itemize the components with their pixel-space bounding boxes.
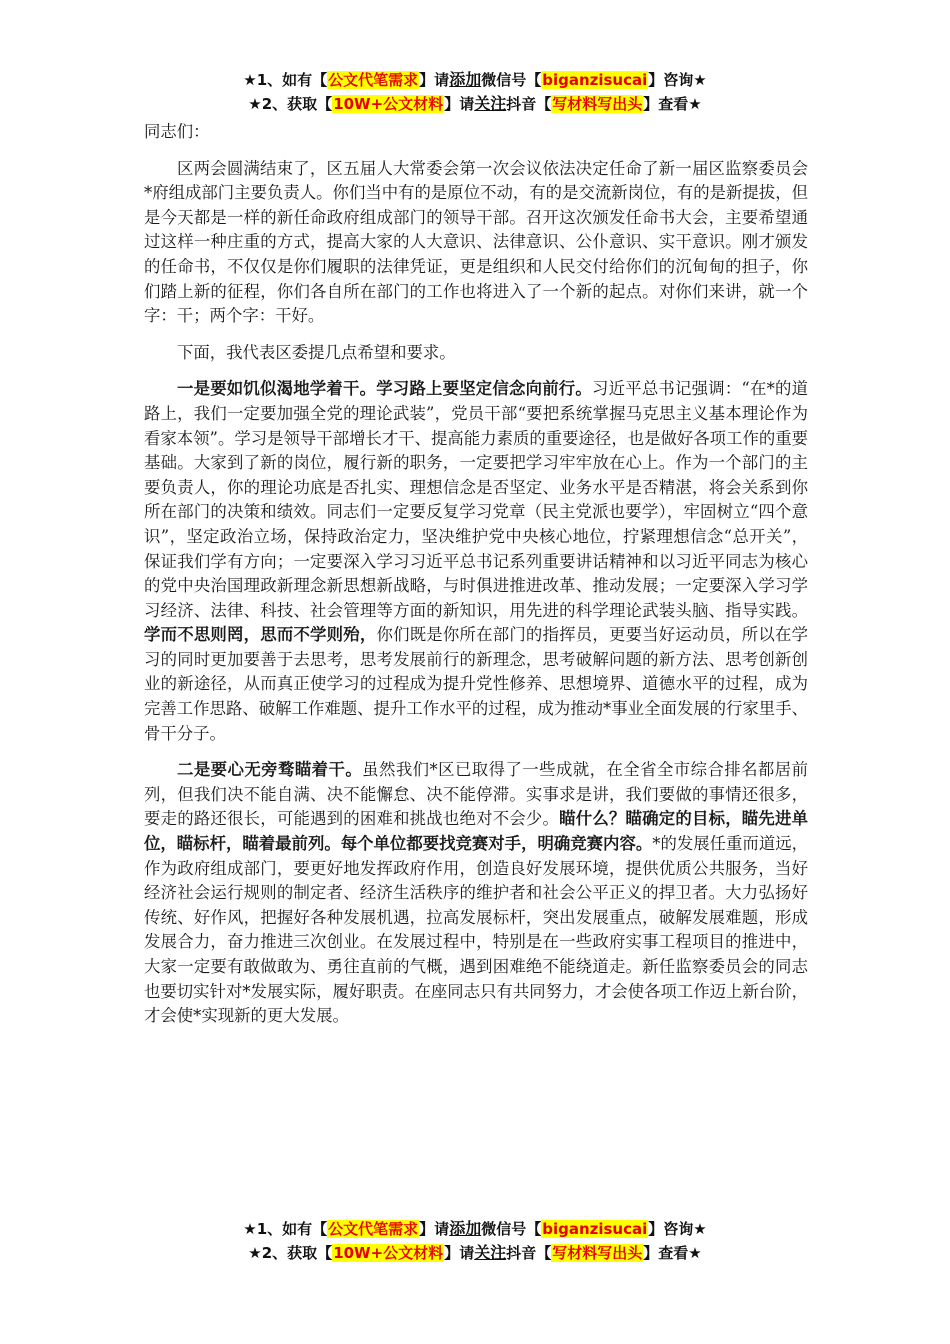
promo-text: 微信号【 bbox=[481, 1220, 542, 1238]
promo-line-2 bbox=[0, 1241, 950, 1265]
promo-line-2 bbox=[0, 92, 950, 116]
promo-text: 】咨询★ bbox=[648, 71, 707, 89]
point-two-heading: 二是要心无旁骛瞄着干。 bbox=[177, 760, 363, 780]
promo-underline: 关注 bbox=[474, 1243, 507, 1262]
promo-text: ★1、如有【 bbox=[243, 71, 328, 89]
promo-text: ★2、获取【 bbox=[248, 1244, 333, 1262]
promo-text: 】请 bbox=[444, 1244, 475, 1262]
promo-text: ★1、如有【 bbox=[243, 1220, 328, 1238]
point-one-text: 习近平总书记强调：“在*的道路上，我们一定要加强全党的理论武装”，党员干部“要把系统掌握马克思主义基本理论作为看家本领”。学习是领导干部增长才干、提高能力素质的重要途径，也是做好各项工作的重要基础。大家到了新的岗位，履行新的职务，一定要把学习牢牢放在心上。作为一个部门的主要负责人，你的理论功底是否扎实、理想信念是否坚定、业务水平是否精湛，将会关系到你所在部门的决策和绩效。同志们一定要反复学习党章（民主党派也要学），牢固树立“四个意识”，坚定政治立场，保持政治定力，坚决维护党中央核心地位，拧紧理想信念“总开关”，保证我们学有方向；一定要深入学习习近平总书记系列重要讲话精神和以习近平同志为核心的党中央治国理政新理念新思想新战略，与时俱进推进改革、推动发展；一定要深入学习学习经济、法律、科技、社会管理等方面的新知识，用先进的科学理论武装头脑、指导实践。 bbox=[144, 379, 809, 620]
paragraph-point-one bbox=[144, 377, 808, 746]
promo-highlight: 10W+公文材料 bbox=[333, 95, 444, 113]
promo-text: 】请 bbox=[419, 71, 450, 89]
promo-text: 微信号【 bbox=[481, 71, 542, 89]
promo-douyin-id: 写材料写出头 bbox=[552, 95, 643, 113]
point-one-text-continued: 你们既是你所在部门的指挥员，更要当好运动员，所以在学习的同时更加要善于去思考，思考发展前行的新理念，思考破解问题的新方法、思考创新创业的新途径，从而真正使学习的过程成为提升党性修养、思想境界、道德水平的过程，成为完善工作思路、破解工作难题、提升工作水平的过程，成为推动*事业全面发展的行家里手、骨干分子。 bbox=[144, 625, 809, 743]
promo-text: 】请 bbox=[419, 1220, 450, 1238]
paragraph-intro: 区两会圆满结束了，区五届人大常委会第一次会议依法决定任命了新一届区监察委员会*府组成部门主要负责人。你们当中有的是原位不动，有的是交流新岗位，有的是新提拔，但是今天都是一样的新任命政府组成部门的领导干部。召开这次颁发任命书大会，主要希望通过这样一种庄重的方式，提高大家的人大意识、法律意识、公仆意识、实干意识。刚才颁发的任命书，不仅仅是你们履职的法律凭证，更是组织和人民交付给你们的沉甸甸的担子，你们踏上新的征程，你们各自所在部门的工作也将进入了一个新的起点。对你们来讲，就一个字：干；两个字：干好。 bbox=[144, 158, 808, 326]
promo-text: 】查看★ bbox=[643, 1244, 702, 1262]
promo-text: 抖音【 bbox=[506, 95, 552, 113]
point-one-emphasis: 学而不思则罔，思而不学则殆， bbox=[144, 625, 377, 645]
salutation: 同志们： bbox=[144, 122, 210, 141]
promo-line-1 bbox=[0, 1217, 950, 1241]
promo-line-1 bbox=[0, 68, 950, 92]
point-two-emphasis: 瞄什么？瞄确定的目标，瞄先进单位，瞄标杆，瞄着最前列。每个单位都要找竞赛对手，明确竞赛内容。 bbox=[144, 809, 809, 854]
promo-highlight: 公文代笔需求 bbox=[328, 1220, 419, 1238]
promo-text: 】查看★ bbox=[643, 95, 702, 113]
speech-body bbox=[144, 120, 808, 1029]
paragraph-point-two bbox=[144, 758, 808, 1029]
point-two-text-continued: *的发展任重而道远，作为政府组成部门，要更好地发挥政府作用，创造良好发展环境，提供优质公共服务，当好经济社会运行规则的制定者、经济生活秩序的维护者和社会公平正义的捍卫者。大力弘扬好传统、好作风，把握好各种发展机遇，拉高发展标杆，突出发展重点，破解发展难题，形成发展合力，奋力推进三次创业。在发展过程中，特别是在一些政府实事工程项目的推进中，大家一定要有敢做敢为、勇往直前的气概，遇到困难绝不能绕道走。新任监察委员会的同志也要切实针对*发展实际，履好职责。在座同志只有共同努力，才会使各项工作迈上新台阶，才会使*实现新的更大发展。 bbox=[144, 834, 808, 1026]
promo-text: ★2、获取【 bbox=[248, 95, 333, 113]
promo-text: 】咨询★ bbox=[648, 1220, 707, 1238]
promo-text: 】请 bbox=[444, 95, 475, 113]
promo-wechat-id: biganzisucai bbox=[542, 1220, 648, 1238]
promo-text: 抖音【 bbox=[506, 1244, 552, 1262]
promo-underline: 关注 bbox=[474, 94, 507, 113]
promo-banner-bottom bbox=[0, 1217, 950, 1265]
promo-highlight: 10W+公文材料 bbox=[333, 1244, 444, 1262]
promo-banner-top bbox=[0, 68, 950, 116]
promo-highlight: 公文代笔需求 bbox=[328, 71, 419, 89]
promo-wechat-id: biganzisucai bbox=[542, 71, 648, 89]
promo-douyin-id: 写材料写出头 bbox=[552, 1244, 643, 1262]
paragraph-transition: 下面，我代表区委提几点希望和要求。 bbox=[177, 342, 456, 362]
promo-underline: 添加 bbox=[449, 70, 482, 89]
promo-underline: 添加 bbox=[449, 1219, 482, 1238]
point-one-heading: 一是要如饥似渴地学着干。学习路上要坚定信念向前行。 bbox=[177, 379, 593, 399]
point-two-text: 虽然我们*区已取得了一些成就，在全省全市综合排名都居前列，但我们决不能自满、决不能懈怠、决不能停滞。实事求是讲，我们要做的事情还很多，要走的路还很长，可能遇到的困难和挑战也绝对不会少。 bbox=[144, 760, 808, 829]
